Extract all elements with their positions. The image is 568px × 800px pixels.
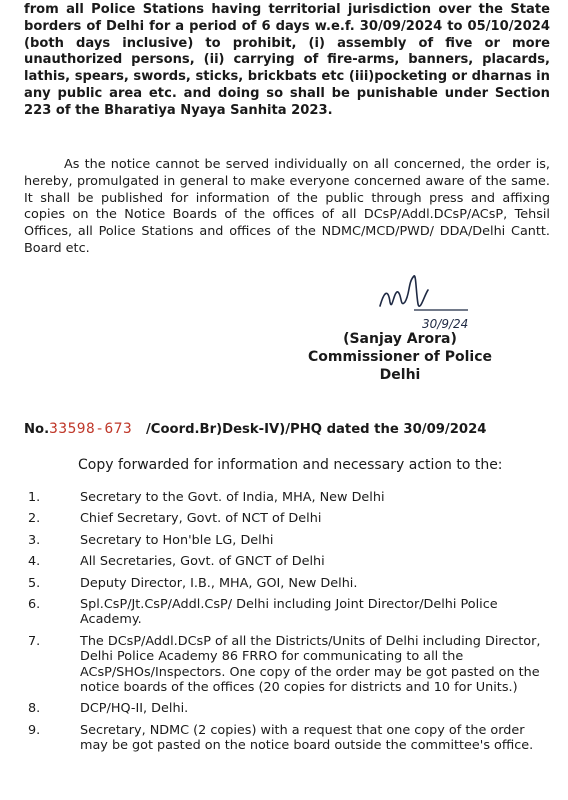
item-text: Secretary to the Govt. of India, MHA, New Delhi (80, 490, 385, 505)
item-text: Chief Secretary, Govt. of NCT of Delhi (80, 511, 322, 527)
list-item (28, 511, 548, 526)
publication-paragraph: As the notice cannot be served individually on all concerned, the order is, hereby, promulgated in general to make everyone concerned aware of the same. It shall be published for information of the public through press and affixing copies on the Notice Boards of the offices of all DCsP/Addl.DCsP/ACsP, Tehsil Offices, all Police Stations and offices of the NDMC/MCD/PWD/ DDA/Delhi Cantt. Board etc. (24, 157, 550, 256)
item-text: DCP/HQ-II, Delhi. (80, 701, 189, 717)
list-item (28, 533, 548, 548)
item-text: The DCsP/Addl.DCsP of all the Districts/Units of Delhi including Director, Delhi Police Academy 86 FRRO for communicating to all the ACsP/SHOs/Inspectors. One copy of the order may be got pasted on the notice boards of the offices (20 copies for districts and 10 for Units.) (80, 633, 541, 696)
item-text: Deputy Director, I.B., MHA, GOI, New Delhi. (80, 575, 358, 591)
signature-mark (358, 262, 478, 334)
item-number: 5. (28, 575, 41, 591)
list-item (28, 701, 548, 716)
item-number: 3. (28, 532, 41, 548)
signatory-name: (Sanjay Arora) (343, 331, 457, 347)
signatory-designation: Commissioner of Police (307, 349, 493, 365)
list-item (28, 723, 548, 754)
item-text: Spl.CsP/Jt.CsP/Addl.CsP/ Delhi including Joint Director/Delhi Police Academy. (80, 597, 498, 628)
list-item (28, 597, 548, 628)
reference-details: /Coord.Br)Desk-IV)/PHQ dated the 30/09/2024 (145, 422, 487, 437)
item-number: 2. (28, 511, 41, 527)
item-number: 9. (28, 722, 41, 738)
list-item (28, 554, 548, 569)
item-number: 4. (28, 554, 41, 570)
item-text: Secretary to Hon'ble LG, Delhi (80, 532, 274, 548)
recipient-list (28, 490, 548, 760)
order-paragraph: from all Police Stations having territorial jurisdiction over the State borders of Delhi for a period of 6 days w.e.f. 30/09/2024 to 05/10/2024 (both days inclusive) to prohibit, (i) assembly of five or more unauthorized persons, (ii) carrying of fire-arms, banners, placards, lathis, spears, swords, sticks, brickbats etc (iii)pocketing or dharnas in any public area etc. and doing so shall be punishable under Section 223 of the Bharatiya Nyaya Sanhita 2023. (24, 2, 550, 118)
signatory-block (300, 330, 500, 384)
item-number: 6. (28, 597, 41, 613)
list-item (28, 634, 548, 696)
item-number: 8. (28, 701, 41, 717)
item-number: 7. (28, 633, 41, 649)
list-item (28, 490, 548, 505)
signatory-place: Delhi (379, 367, 421, 383)
copy-forwarded-heading: Copy forwarded for information and necessary action to the: (78, 457, 503, 473)
item-text: Secretary, NDMC (2 copies) with a request that one copy of the order may be got pasted on the notice board outside the committee's office. (80, 722, 534, 754)
item-number: 1. (28, 490, 41, 505)
reference-prefix: No. (24, 422, 50, 437)
reference-number: 33598-673 (49, 421, 133, 437)
reference-line (24, 421, 554, 437)
signature-date: 30/9/24 (422, 317, 469, 331)
item-text: All Secretaries, Govt. of GNCT of Delhi (80, 554, 325, 570)
list-item (28, 576, 548, 591)
